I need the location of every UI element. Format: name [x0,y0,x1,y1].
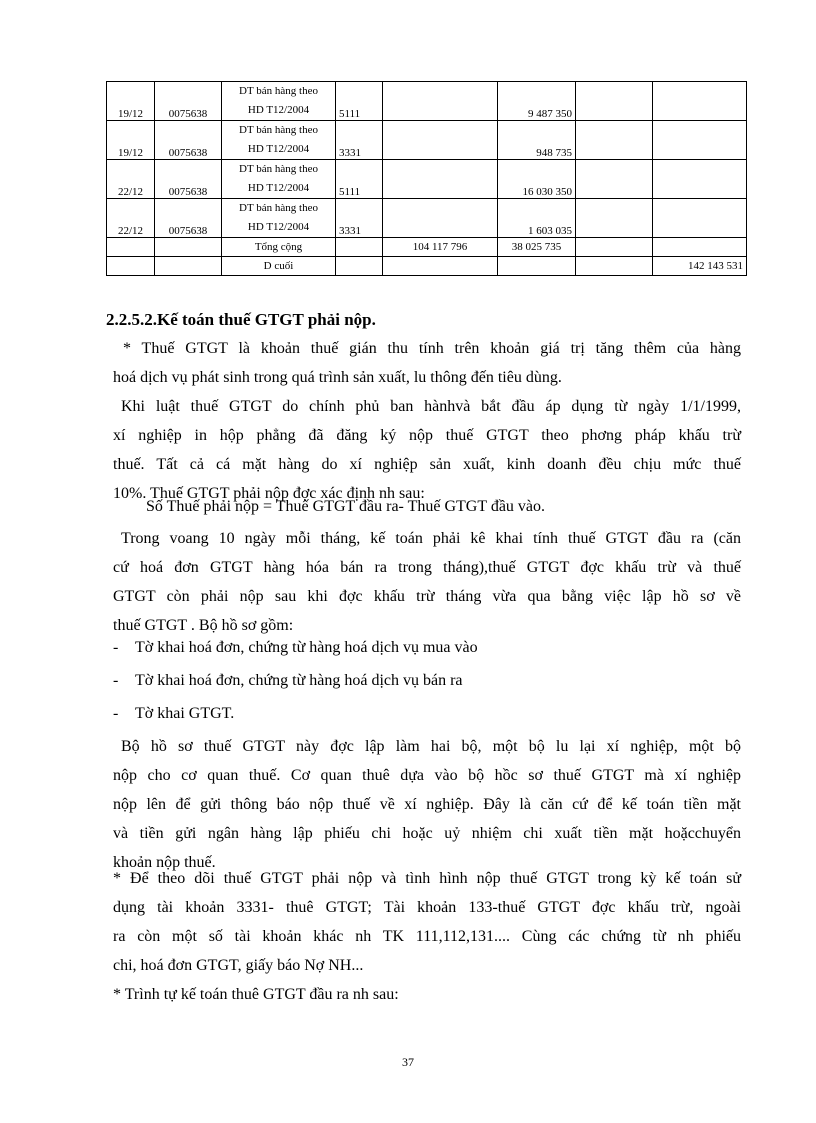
cell-date: 22/12 [107,160,155,199]
cell-desc-line1: DT bán hàng theo [239,85,318,97]
text-line: nộp cho cơ quan thuế. Cơ quan thuê dựa vào bộ hồc sơ thuế GTGT mà xí nghiệp [113,767,741,784]
text-line: khoản nộp thuế. [113,854,216,871]
cell-desc-line1: DT bán hàng theo [239,124,318,136]
cell-date: 19/12 [107,121,155,160]
text-line: chi, hoá đơn GTGT, giấy báo Nợ NH... [113,957,364,974]
bullet-text: Tờ khai GTGT. [135,705,235,722]
cell-extra1 [576,121,653,160]
cell-account: 3331 [336,199,383,238]
cell-desc-line1: DT bán hàng theo [239,202,318,214]
closing-row [107,257,747,276]
bullet-text: Tờ khai hoá đơn, chứng từ hàng hoá dịch vụ bán ra [135,672,463,689]
bullet-item [113,705,234,723]
cell-empty [107,257,155,276]
text-line: xí nghiệp in hộp phẳng đã đăng ký nộp thuế GTGT theo phơng pháp khấu trừ [113,427,741,444]
cell-extra2 [653,160,747,199]
table-row [107,121,747,160]
bullet-dash: - [113,639,119,656]
cell-debit [383,82,498,121]
cell-debit [383,121,498,160]
cell-extra2 [653,199,747,238]
total-debit: 104 117 796 [383,238,498,257]
cell-doc: 0075638 [155,160,222,199]
text-line: Trong voang 10 ngày mỗi tháng, kế toán phải kê khai tính thuế GTGT đầu ra (căn [121,530,741,547]
cell-credit: 9 487 350 [498,82,576,121]
cell-empty [107,238,155,257]
cell-desc-line2: HD T12/2004 [247,221,310,233]
text-line: GTGT còn phải nộp sau khi đợc khấu trừ tháng vừa qua bằng việc lập hồ sơ về [113,588,741,605]
page-number: 37 [402,1055,414,1069]
cell-extra2 [653,121,747,160]
cell-empty [336,257,383,276]
text-line: * Thuế GTGT là khoản thuế gián thu tính trên khoản giá trị tăng thêm của hàng [123,340,741,357]
cell-desc [222,199,336,238]
text-line: và tiền gửi ngân hàng lập phiếu chi hoặc uỷ nhiệm chi xuất tiền mặt hoặcchuyển [113,825,741,842]
ledger-table [106,81,747,276]
cell-empty [498,257,576,276]
cell-empty [576,257,653,276]
text-line: thuế GTGT . Bộ hồ sơ gồm: [113,617,294,634]
cell-account: 5111 [336,82,383,121]
cell-desc [222,82,336,121]
cell-empty [155,238,222,257]
total-label: Tổng cộng [222,238,336,257]
bullet-dash: - [113,705,119,722]
text-line: hoá dịch vụ phát sinh trong quá trình sản xuất, lu thông đến tiêu dùng. [113,369,562,386]
text-line: dụng tài khoản 3331- thuê GTGT; Tài khoản 133-thuế GTGT đợc khấu trừ, ngoài [113,899,741,916]
cell-debit [383,160,498,199]
bullet-item [113,672,463,690]
closing-label: D cuối [222,257,336,276]
cell-desc [222,121,336,160]
cell-empty [383,257,498,276]
text-line: Khi luật thuế GTGT do chính phủ ban hànhvà bắt đầu áp dụng từ ngày 1/1/1999, [121,398,741,415]
table-row [107,82,747,121]
cell-doc: 0075638 [155,82,222,121]
cell-desc-line2: HD T12/2004 [247,143,310,155]
text-line: Bộ hồ sơ thuế GTGT này đợc lập làm hai bộ, một bộ lu lại xí nghiệp, một bộ [121,738,741,755]
paragraph-declaration [113,524,741,640]
paragraph-dossier [113,732,741,877]
cell-credit: 16 030 350 [498,160,576,199]
table-row [107,199,747,238]
text-line: cứ hoá đơn GTGT hàng hóa bán ra trong tháng),thuế GTGT đợc khấu trừ và thuế [113,559,741,576]
cell-account: 3331 [336,121,383,160]
cell-extra1 [576,199,653,238]
total-credit: 38 025 735 [498,238,576,257]
cell-empty [336,238,383,257]
formula-line: Số Thuế phải nộp = Thuế GTGT đầu ra- Thuế GTGT đầu vào. [146,498,546,515]
text-line: ra còn một số tài khoản khác nh TK 111,112,131.... Cùng các chứng từ nh phiếu [113,928,741,945]
bullet-text: Tờ khai hoá đơn, chứng từ hàng hoá dịch vụ mua vào [135,639,478,656]
bullet-item [113,639,478,657]
text-line: thuế. Tất cả cá mặt hàng do xí nghiệp sản xuất, kinh doanh đều chịu mức thuế [113,456,741,473]
paragraph-law [113,392,741,508]
cell-doc: 0075638 [155,199,222,238]
cell-empty [576,238,653,257]
cell-credit: 1 603 035 [498,199,576,238]
cell-extra2 [653,82,747,121]
cell-date: 19/12 [107,82,155,121]
cell-debit [383,199,498,238]
text-line: nộp lên để gửi thông báo nộp thuế về xí nghiệp. Đây là căn cứ để kế toán tiền mặt [113,796,741,813]
cell-empty [653,238,747,257]
text-line: 10%. Thuế GTGT phải nộp đợc xác định nh sau: [113,485,425,502]
text-line: * Trình tự kế toán thuê GTGT đầu ra nh sau: [113,986,399,1003]
cell-credit: 948 735 [498,121,576,160]
cell-desc-line2: HD T12/2004 [247,104,310,116]
section-heading: 2.2.5.2.Kế toán thuế GTGT phải nộp. [106,310,376,329]
cell-date: 22/12 [107,199,155,238]
closing-balance: 142 143 531 [653,257,747,276]
cell-account: 5111 [336,160,383,199]
paragraph-definition [113,334,741,392]
table-row [107,160,747,199]
cell-empty [155,257,222,276]
cell-extra1 [576,160,653,199]
cell-doc: 0075638 [155,121,222,160]
cell-desc-line2: HD T12/2004 [247,182,310,194]
cell-extra1 [576,82,653,121]
total-row [107,238,747,257]
cell-desc [222,160,336,199]
paragraph-accounts [113,864,741,1009]
cell-desc-line1: DT bán hàng theo [239,163,318,175]
text-line: * Để theo dõi thuế GTGT phải nộp và tình hình nộp thuế GTGT trong kỳ kế toán sử [113,870,741,887]
bullet-dash: - [113,672,119,689]
